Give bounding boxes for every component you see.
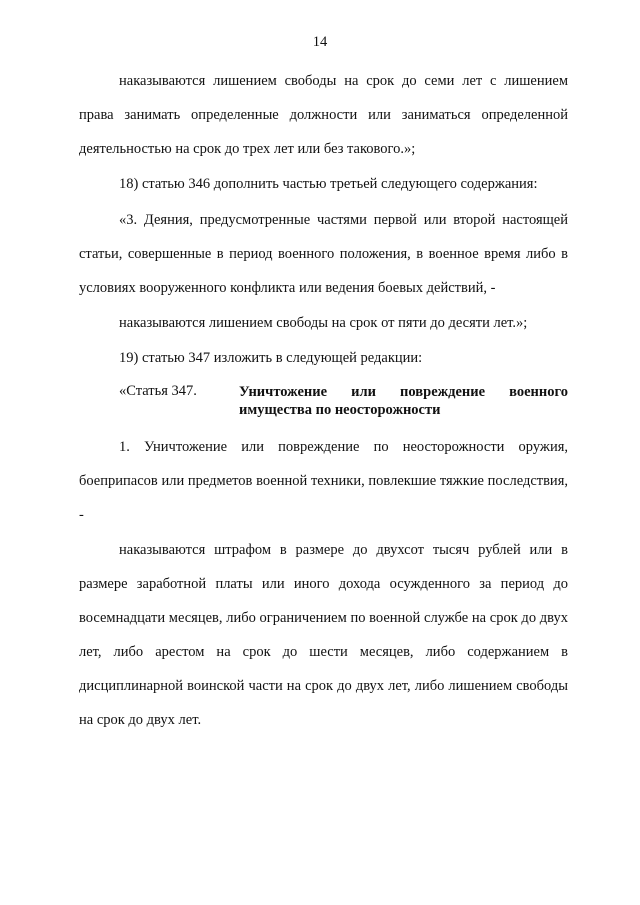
paragraph-article-part-1: 1. Уничтожение или повреждение по неосторожности оружия, боеприпасов или предметов военной техники, повлекшие тяжкие последствия, -: [79, 439, 568, 523]
article-title-line-1: Уничтожение или повреждение военного: [239, 384, 568, 400]
paragraph-item-18: 18) статью 346 дополнить частью третьей следующего содержания:: [119, 176, 538, 192]
paragraph-article-penalty: наказываются штрафом в размере до двухсот тысяч рублей или в размере заработной платы или иного дохода осужденного за период до восемнадцати месяцев, либо ограничением по военной службе на срок до двух лет, либо арестом на срок до шести месяцев, либо содержанием в дисциплинарной воинской части на срок до двух лет, либо лишением свободы на срок до двух лет.: [79, 542, 568, 728]
page-number: 14: [312, 34, 328, 50]
article-title-line-2: имущества по неосторожности: [239, 402, 441, 418]
paragraph-item-19: 19) статью 347 изложить в следующей редакции:: [119, 350, 423, 366]
paragraph-part-3: «3. Деяния, предусмотренные частями первой или второй настоящей статьи, совершенные в период военного положения, в военное время либо в условиях вооруженного конфликта или ведения боевых действий, -: [79, 212, 568, 296]
paragraph-penalty-seven-years: наказываются лишением свободы на срок до семи лет с лишением права занимать определенные должности или заниматься определенной деятельностью на срок до трех лет или без такового.»;: [79, 73, 568, 157]
paragraph-penalty-five-to-ten: наказываются лишением свободы на срок от пяти до десяти лет.»;: [119, 315, 528, 331]
article-title: [239, 383, 568, 419]
article-label: «Статья 347.: [119, 383, 197, 399]
